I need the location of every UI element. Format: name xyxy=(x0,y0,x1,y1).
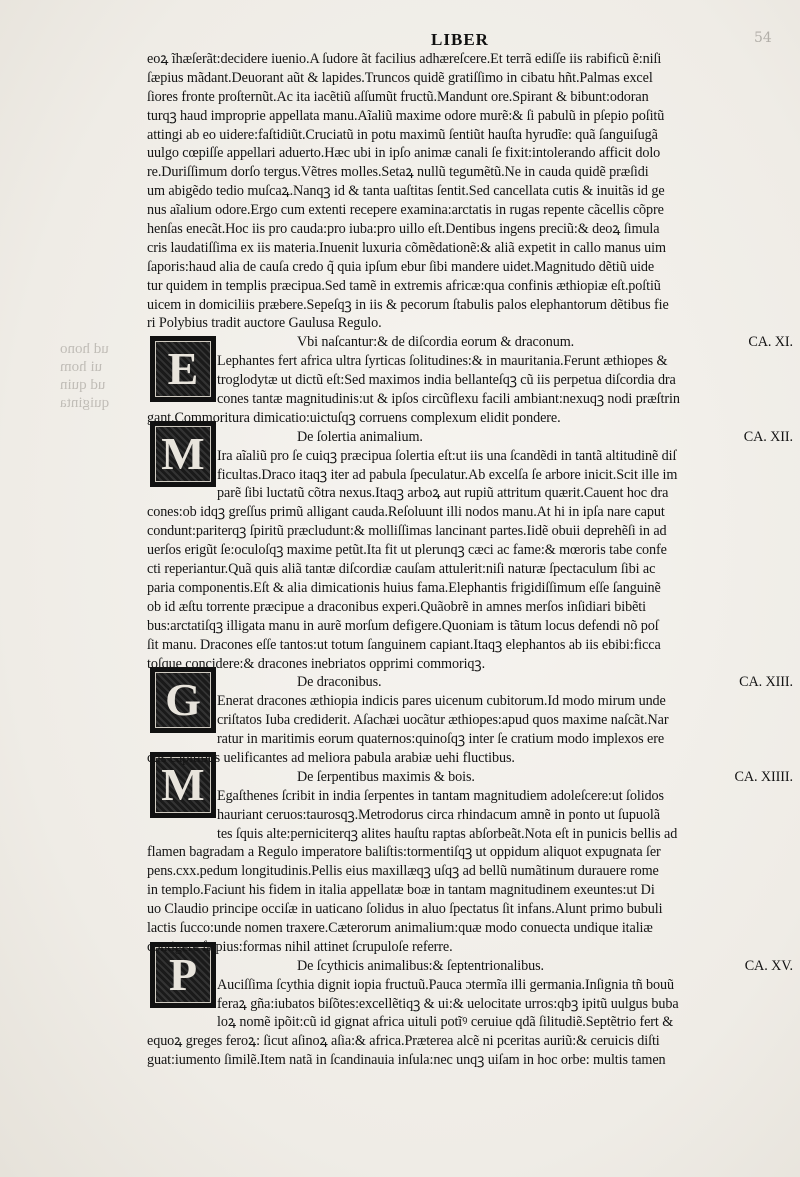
text-line: cones:ob idqꝫ greſſus primũ alligant cauda.Reſoluunt illi nodos manu.At hi in ipſa nare caput xyxy=(147,504,665,521)
chapter-number: CA. XV. xyxy=(744,957,793,974)
chapter-number: CA. XI. xyxy=(748,334,793,351)
chapter-heading xyxy=(147,428,797,447)
text-line: toſque concidere:& dracones inebriatos opprimi commoriqꝫ. xyxy=(147,655,486,672)
chapter-title: Vbi naſcantur:& de diſcordia eorum & draconum. xyxy=(297,334,575,351)
chapter-heading xyxy=(147,768,797,787)
text-line: Lephantes fert africa ultra ſyrticas ſolitudines:& in mauritania.Ferunt æthiopes & xyxy=(217,353,668,370)
chapter-number: CA. XII. xyxy=(743,428,793,445)
text-line: paria componentis.Eſt & alia dimicationis huius fama.Elephantis frigidiſſimum eſſe ſanguinẽ xyxy=(147,579,661,596)
text-line: ri Polybius tradit auctore Gaulusa Regulo. xyxy=(147,315,382,332)
text-line: ratur in maritimis eorum quaternos:quinoſqꝫ inter ſe cratium modo implexos ere xyxy=(217,731,665,748)
text-line: ſaporis:haud alia de cauſa credo q̃ quia ipſum ebur ſibi mandere uidet.Magnitudo dẽtiũ uide xyxy=(147,258,655,275)
text-line: parẽ ſibi luctatũ cõtra nexus.Itaqꝫ arboꝝ aut rupiũ attritum quærit.Cauent hoc dra xyxy=(217,485,669,502)
bleed-line: ui hom xyxy=(60,359,103,375)
text-line: ob id æſtu torrente præcipue a draconibus experi.Quãobrẽ in amnes merſos inſidiari bibẽti xyxy=(147,598,646,615)
text-line: henſas enecãt.Hoc iis pro cauda:pro iuba:pro uillo eſt.Dentibus ingens preciũ:& deoꝝ ſimula xyxy=(147,221,660,238)
text-line: criſtatos Iuba crediderit. Aſachæi uocãtur æthiopes:apud quos maxime naſcãt.Nar xyxy=(217,712,669,729)
text-line: flamen bagradam a Regulo imperatore baliſtis:tormentiſqꝫ ut oppidum aliquot expugnata ſer xyxy=(147,844,661,861)
chapter-heading xyxy=(147,957,797,976)
chapter-heading xyxy=(147,333,797,352)
text-line: ficultas.Draco itaqꝫ iter ad pabula ſpeculatur.Ab excelſa ſe arbore inicit.Scit ille im xyxy=(217,466,678,483)
text-line: attingi ab eo uidere:faſtidiũt.Cruciatũ in potu maximũ ſentiũt hauſta hyrudĩe: quã ſanguiſugã xyxy=(147,126,658,143)
bleed-line: ud quin xyxy=(60,377,106,393)
text-line: uerſos erigũt ſe:oculoſqꝫ maxime petũt.Ita fit ut plerunqꝫ cæci ac fame:& mœroris tabe confe xyxy=(147,542,667,559)
intro-paragraph xyxy=(147,50,797,333)
text-line: nus aĩalium odore.Ergo cum extenti recepere examina:arctatis in rugas repente cãcellis cõpre xyxy=(147,202,664,219)
text-line: ſit manu. Dracones eſſe tantos:ut totum ſanguinem capiant.Itaqꝫ elephantos ab iis ebibi:ficca xyxy=(147,636,661,653)
text-line: feraꝝ gña:iubatos biſõtes:excellẽtiqꝫ & ui:& uelocitate urros:qbꝫ ipitũ uulgus buba xyxy=(217,995,679,1012)
text-line: bus:arctatiſqꝫ illigata manu in aurẽ morſum defigere.Quoniam is tãtum locus defendi nõ poſ xyxy=(147,617,659,634)
text-line: in templo.Faciunt his fidem in italia appellatæ boæ in tantam magnitudinem exeuntes:ut Di xyxy=(147,882,655,899)
initial-letter: P xyxy=(168,949,198,1000)
text-line: uicem in domiciliis præbere.Sepeſqꝫ in iis & pecorum ſtabulis palos elephantorum dẽtibus fie xyxy=(147,296,669,313)
text-line: Ira aĩaliũ pro ſe cuiqꝫ præcipua ſolertia eſt:ut iis una ſcandẽdi in tantã altitudinẽ diſ xyxy=(217,447,677,464)
chapter-section xyxy=(147,768,797,957)
initial-letter: M xyxy=(161,428,205,479)
text-line: lactis ſucco:unde nomen traxere.Cæterorum animalium:quæ modo conuecta undique italiæ xyxy=(147,919,653,936)
text-line: Egaſthenes ſcribit in india ſerpentes in tantam magnitudiem adoleſcere:ut ſolidos xyxy=(217,787,664,804)
initial-letter: M xyxy=(161,759,205,810)
chapter-title: De ſerpentibus maximis & bois. xyxy=(297,768,475,785)
text-line: Enerat dracones æthiopia indicis pares uicenum cubitorum.Id modo mirum unde xyxy=(217,693,666,710)
bleed-line: quiginta xyxy=(60,395,110,411)
chapter-heading xyxy=(147,673,797,692)
text-line: eoꝝ ĩhæſerãt:decidere iuenio.A ſudore ãt facilius adhæreſcere.Et terrã ediſſe iis rabificũ ẽ:niſi xyxy=(147,51,662,67)
text-line: troglodytæ ut dictũ eſt:Sed maximos india bellanteſqꝫ cũ iis perpetua diſcordia dra xyxy=(217,372,676,389)
text-line: pens.cxx.pedum longitudinis.Pellis eius maxillæqꝫ uſqꝫ ad bellũ numãtinum durauere rome xyxy=(147,863,659,880)
text-line: cris laudatiſſima ex iis materia.Inuenit luxuria cõmẽdationẽ:& aliã expetit in callo manus uim xyxy=(147,239,666,256)
initial-letter: E xyxy=(167,343,199,394)
running-head: LIBER xyxy=(431,30,489,49)
chapter-section xyxy=(147,428,797,674)
chapter-title: De ſcythicis animalibus:& ſeptentrionalibus. xyxy=(297,957,544,974)
chapter-number: CA. XIIII. xyxy=(734,768,793,785)
text-line: turqꝫ haud improprie appellata manu.Aĩaliũ maxime odore murẽ:& ſi pabulũ in pſepio poſitũ xyxy=(147,107,665,124)
text-line: loꝝ nomẽ ipõit:cũ id gignat africa uituli potĩꝰ ceruiue qdã ſilitudiẽ.Septẽtrio fert & xyxy=(217,1014,674,1031)
text-line: condunt:pariterqꝫ ſpiritũ præcludunt:& molliſſimas lancinant partes.Iidẽ obuii deprehẽſi in ad xyxy=(147,523,667,540)
text-line: Auciſſima ſcythia dignit iopia fructuũ.Pauca ɔtermĩa illi germania.Inſignia tñ bouũ xyxy=(217,976,674,993)
text-line: contigere ſæpius:formas nihil attinet ſcrupuloſe referre. xyxy=(147,938,453,955)
text-line: gant.Commoritura dimicatio:uictuſqꝫ corruens complexum elidit pondere. xyxy=(147,409,561,426)
text-line: tes ſquis alte:perniciterqꝫ alites hauſtu raptas abſorbeãt.Nota eſt in punicis bellis ad xyxy=(217,825,678,842)
body-text xyxy=(147,50,797,1070)
text-line: uo Claudio principe occiſæ in uaticano ſolidus in aluo ſpectatus ſit infans.Alunt primo bubuli xyxy=(147,901,663,918)
text-line: cti reperiantur.Quã quis aliã tantæ diſcordiæ cauſam attulerit:niſi naturæ ſpectaculum ſibi ac xyxy=(147,561,656,578)
text-line: ſiores fronte proſternũt.Ac ita iacẽtiũ aſſumũt fructũ.Mandunt ore.Spirant & bibunt:odoran xyxy=(147,88,649,105)
text-line: ctis capitibus uelificantes ad meliora pabula arabiæ uehi fluctibus. xyxy=(147,749,515,766)
text-line: cones tantæ magnitudinis:ut & ipſos circũflexu facili ambiant:nexuqꝫ nodi præſtrin xyxy=(217,391,680,408)
chapter-section xyxy=(147,333,797,427)
text-line: tur quidem in templis præcipua.Sed tamẽ in extremis africæ:qua confinis æthiopiæ eſt.poſtiũ xyxy=(147,277,661,294)
text-line: uulgo cœpiſſe appellari aduerto.Hæc ubi in ipſo animæ canali ſe fixit:intolerando afficit dolo xyxy=(147,145,661,162)
initial-letter: G xyxy=(165,674,201,725)
bleed-line: ud hono xyxy=(60,341,109,357)
text-line: um abigẽdo tedio muſcaꝝ.Nanqꝫ id & tanta uaſtitas ſentit.Sed cancellata cutis & inuitãs id ge xyxy=(147,183,665,200)
text-line: guat:iumento ſimilẽ.Item natã in ſcandinauia inſula:nec unqꝫ uiſam in hoc orbe: multis tamen xyxy=(147,1052,666,1069)
chapter-number: CA. XIII. xyxy=(739,674,793,691)
chapter-title: De draconibus. xyxy=(297,674,382,691)
chapter-section xyxy=(147,957,797,1070)
bleed-through-text xyxy=(60,340,155,412)
chapter-section xyxy=(147,673,797,767)
text-line: ſæpius mãdant.Deuorant aũt & lapides.Truncos quidẽ gratiſſimo in cibatu hñt.Palmas excel xyxy=(147,69,653,86)
text-line: re.Duriſſimum dorſo tergus.Vẽtres molles.Setaꝝ nullũ tegumẽtũ.Ne in cauda quidẽ præſidi xyxy=(147,164,649,181)
text-line: hauriant ceruos:taurosqꝫ.Metrodorus circa rhindacum amnẽ in ponto ut ſupuolã xyxy=(217,806,660,823)
chapter-title: De ſolertia animalium. xyxy=(297,428,423,445)
text-line: equoꝝ greges feroꝝ: ſicut aſinoꝝ aſia:& africa.Præterea alcẽ ni pceritas auriũ:& ceruicis diſti xyxy=(147,1033,660,1050)
page-mark: 54 xyxy=(754,30,772,46)
